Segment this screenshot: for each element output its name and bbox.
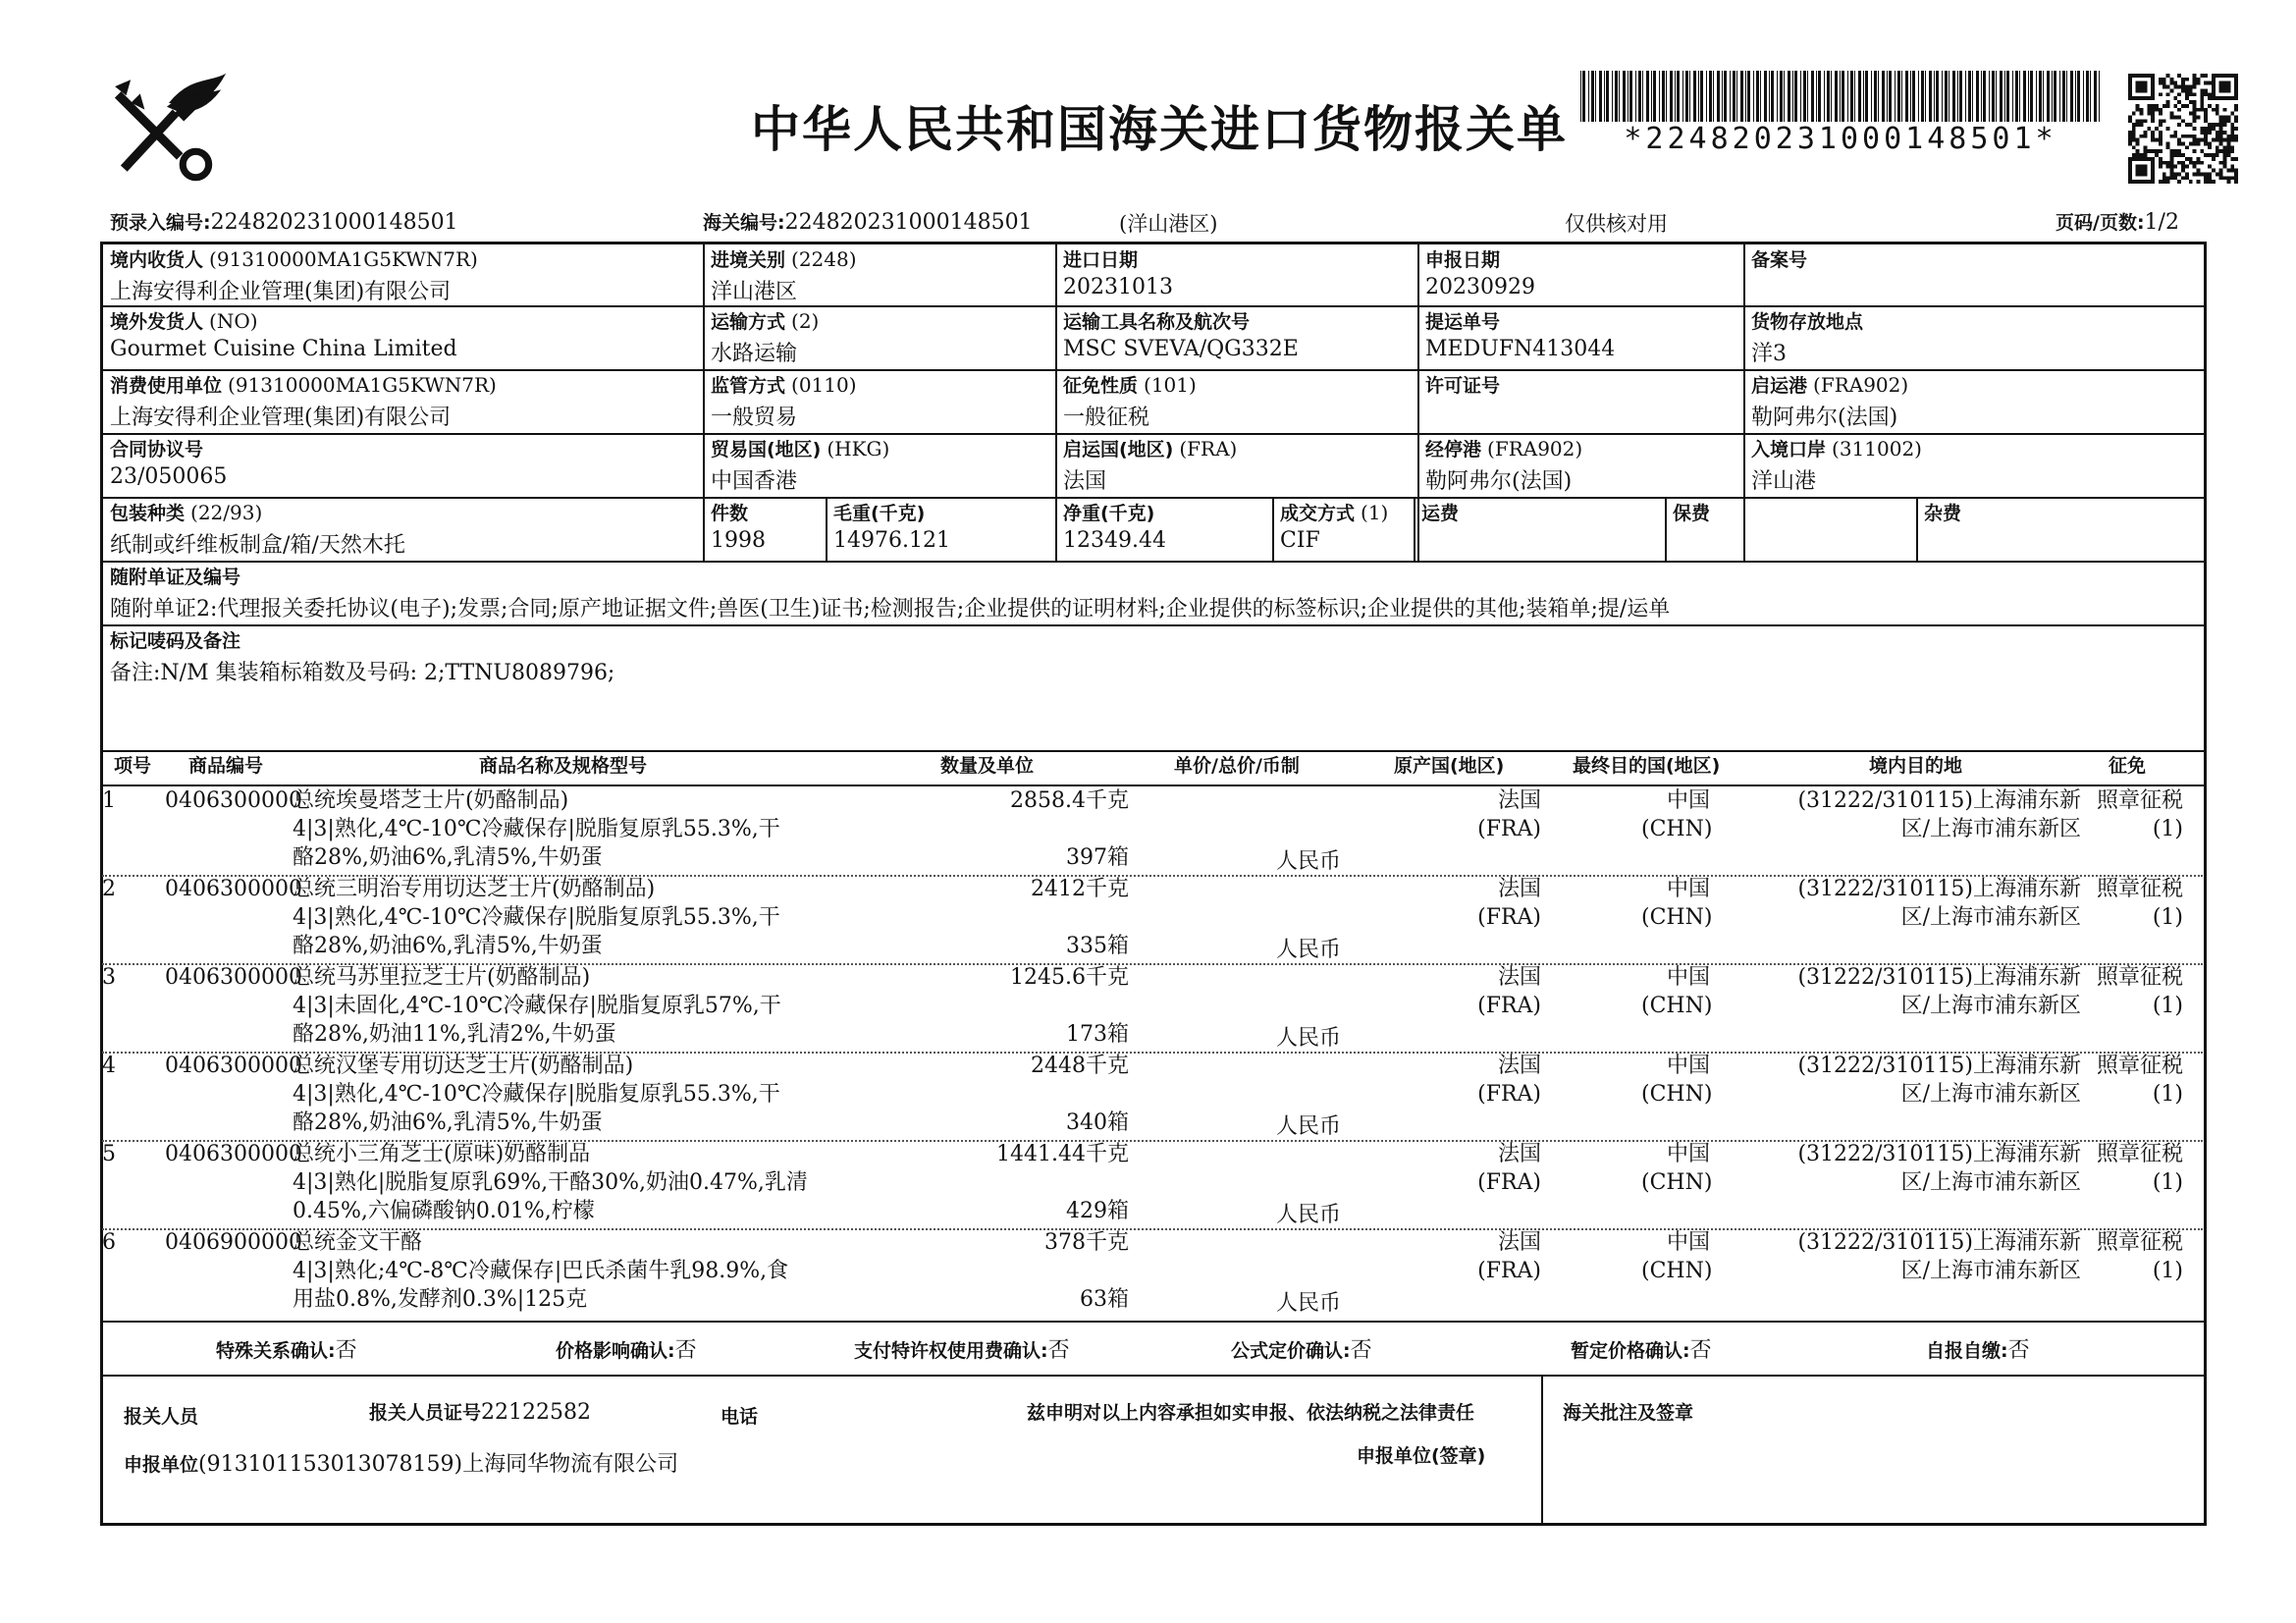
goods-spec2: 0.45%,六偏磷酸钠0.01%,柠檬: [293, 1199, 595, 1223]
net-weight-label: 净重(千克): [1063, 503, 1155, 524]
consumer-value: 上海安得利企业管理(集团)有限公司: [110, 406, 452, 430]
goods-dest-code: (CHN): [1641, 817, 1713, 841]
grid-line: [1665, 497, 1667, 561]
goods-spec1: 4|3|熟化|脱脂复原乳69%,干酪30%,奶油0.47%,乳清: [293, 1170, 808, 1195]
goods-tax1: 照章征税: [2096, 1230, 2183, 1255]
tax-nature-label: 征免性质 (101): [1063, 373, 1197, 397]
import-date-value: 20231013: [1063, 275, 1173, 299]
goods-qty2: 397箱: [1066, 845, 1129, 870]
customs-emblem-icon: [110, 73, 230, 192]
record-no-label: 备案号: [1751, 249, 1808, 271]
departure-country-value: 法国: [1063, 469, 1107, 494]
goods-origin-code: (FRA): [1477, 1259, 1541, 1283]
goods-origin: 法国: [1497, 965, 1541, 990]
goods-place2: 区/上海市浦东新区: [1900, 1082, 2081, 1107]
goods-dest-code: (CHN): [1641, 1082, 1713, 1107]
goods-qty2: 335箱: [1066, 934, 1129, 958]
goods-spec2: 酪28%,奶油11%,乳清2%,牛奶蛋: [293, 1022, 616, 1047]
goods-name: 总统金文干酪: [293, 1230, 423, 1255]
phone-label: 电话: [721, 1406, 759, 1428]
goods-tax2: (1): [2152, 1170, 2183, 1195]
goods-tax2: (1): [2152, 994, 2183, 1018]
tax-nature-value: 一般征税: [1063, 406, 1150, 430]
goods-place2: 区/上海市浦东新区: [1900, 1259, 2081, 1283]
goods-origin: 法国: [1497, 1230, 1541, 1255]
goods-origin-code: (FRA): [1477, 1082, 1541, 1107]
via-port-label: 经停港 (FRA902): [1425, 437, 1583, 460]
goods-no: 6: [102, 1230, 116, 1255]
misc-fee-label: 杂费: [1924, 503, 1962, 524]
goods-dest: 中国: [1666, 788, 1710, 813]
marks-label: 标记唛码及备注: [110, 630, 241, 652]
goods-name: 总统汉堡专用切达芝士片(奶酪制品): [293, 1054, 634, 1078]
goods-tax1: 照章征税: [2096, 877, 2183, 901]
entry-place-value: 洋山港: [1751, 469, 1817, 494]
vessel-label: 运输工具名称及航次号: [1063, 311, 1251, 333]
customs-sign-label: 海关批注及签章: [1563, 1402, 1694, 1424]
goods-name: 总统马苏里拉芝士片(奶酪制品): [293, 965, 591, 990]
goods-tax1: 照章征税: [2096, 788, 2183, 813]
goods-dest-code: (CHN): [1641, 905, 1713, 930]
vessel-value: MSC SVEVA/QG332E: [1063, 337, 1299, 361]
goods-header-cell: 商品编号: [188, 755, 264, 777]
grid-line: [1055, 497, 1057, 561]
pre-entry-number: 预录入编号:224820231000148501: [110, 210, 458, 235]
supervision-value: 一般贸易: [711, 406, 798, 430]
goods-origin: 法国: [1497, 788, 1541, 813]
goods-dest: 中国: [1666, 877, 1710, 901]
bill-of-lading-label: 提运单号: [1425, 311, 1501, 333]
goods-currency: 人民币: [1276, 849, 1342, 874]
goods-qty2: 429箱: [1066, 1199, 1129, 1223]
goods-tax2: (1): [2152, 1259, 2183, 1283]
goods-spec2: 用盐0.8%,发酵剂0.3%|125克: [293, 1287, 588, 1312]
declare-date-label: 申报日期: [1425, 249, 1501, 271]
goods-place1: (31222/310115)上海浦东新: [1797, 788, 2081, 813]
grid-line: [1541, 1375, 1543, 1524]
bill-of-lading-value: MEDUFN413044: [1425, 337, 1616, 361]
barcode-text: *224820231000148501*: [1624, 122, 2057, 156]
barcode-icon: [1580, 71, 2101, 122]
goods-origin: 法国: [1497, 1142, 1541, 1166]
goods-place1: (31222/310115)上海浦东新: [1797, 1142, 2081, 1166]
goods-qty2: 340箱: [1066, 1110, 1129, 1135]
declaring-unit: 申报单位(913101153013078159)上海同华物流有限公司: [124, 1452, 679, 1477]
goods-header-cell: 征免: [2109, 755, 2147, 777]
confirmation-item: 支付特许权使用费确认:否: [854, 1338, 1070, 1363]
entry-place-label: 入境口岸 (311002): [1751, 437, 1922, 460]
contract-label: 合同协议号: [110, 439, 204, 460]
supervision-label: 监管方式 (0110): [711, 373, 857, 397]
goods-name: 总统三明治专用切达芝士片(奶酪制品): [293, 877, 656, 901]
goods-spec2: 酪28%,奶油6%,乳清5%,牛奶蛋: [293, 1110, 603, 1135]
goods-no: 1: [102, 788, 116, 813]
grid-line: [703, 497, 705, 561]
confirmation-item: 暂定价格确认:否: [1571, 1338, 1712, 1363]
gross-weight-label: 毛重(千克): [833, 503, 926, 524]
package-label: 包装种类 (22/93): [110, 501, 263, 524]
goods-qty: 1245.6千克: [1010, 965, 1129, 990]
entry-port-label: 进境关别 (2248): [711, 247, 857, 271]
trade-country-value: 中国香港: [711, 469, 798, 494]
storage-value: 洋3: [1751, 342, 1787, 366]
goods-origin-code: (FRA): [1477, 817, 1541, 841]
storage-label: 货物存放地点: [1751, 311, 1864, 333]
verify-note: 仅供核对用: [1565, 212, 1668, 236]
goods-code: 0406300000: [165, 788, 302, 813]
transport-value: 水路运输: [711, 342, 798, 366]
license-label: 许可证号: [1425, 375, 1501, 397]
contract-value: 23/050065: [110, 464, 228, 489]
package-value: 纸制或纤维板制盒/箱/天然木托: [110, 533, 405, 558]
grid-line: [1916, 497, 1918, 561]
goods-header-cell: 原产国(地区): [1394, 755, 1505, 777]
goods-spec1: 4|3|熟化,4℃-10℃冷藏保存|脱脂复原乳55.3%,干: [293, 817, 780, 841]
declarant-cert: 报关人员证号22122582: [369, 1400, 591, 1425]
departure-country-label: 启运国(地区) (FRA): [1063, 437, 1238, 460]
grid-line: [1414, 497, 1415, 561]
via-port-value: 勒阿弗尔(法国): [1425, 469, 1573, 494]
goods-spec1: 4|3|熟化;4℃-8℃冷藏保存|巴氏杀菌牛乳98.9%,食: [293, 1259, 789, 1283]
document-title: 中华人民共和国海关进口货物报关单: [751, 101, 1568, 158]
shipper-value: Gourmet Cuisine China Limited: [110, 337, 457, 361]
grid-line: [100, 624, 2205, 626]
goods-currency: 人民币: [1276, 1291, 1342, 1316]
grid-line: [1272, 497, 1274, 561]
consignee-value: 上海安得利企业管理(集团)有限公司: [110, 280, 452, 304]
goods-spec1: 4|3|未固化,4℃-10℃冷藏保存|脱脂复原乳57%,干: [293, 994, 781, 1018]
goods-name: 总统埃曼塔芝士片(奶酪制品): [293, 788, 569, 813]
goods-header-cell: 数量及单位: [940, 755, 1035, 777]
goods-tax1: 照章征税: [2096, 965, 2183, 990]
goods-code: 0406300000: [165, 1142, 302, 1166]
goods-code: 0406300000: [165, 965, 302, 990]
goods-qty: 2412千克: [1031, 877, 1129, 901]
net-weight-value: 12349.44: [1063, 528, 1166, 553]
pieces-label: 件数: [711, 503, 749, 524]
departure-port-label: 启运港 (FRA902): [1751, 373, 1909, 397]
goods-place1: (31222/310115)上海浦东新: [1797, 1054, 2081, 1078]
goods-qty: 2448千克: [1031, 1054, 1129, 1078]
goods-qty2: 63箱: [1080, 1287, 1129, 1312]
goods-origin-code: (FRA): [1477, 905, 1541, 930]
goods-qty: 2858.4千克: [1010, 788, 1129, 813]
goods-name: 总统小三角芝士(原味)奶酪制品: [293, 1142, 591, 1166]
grid-line: [100, 561, 2205, 563]
goods-tax2: (1): [2152, 1082, 2183, 1107]
freight-label: 运费: [1421, 503, 1460, 524]
goods-dest: 中国: [1666, 1142, 1710, 1166]
goods-code: 0406300000: [165, 1054, 302, 1078]
goods-spec2: 酪28%,奶油6%,乳清5%,牛奶蛋: [293, 934, 603, 958]
goods-header-cell: 商品名称及规格型号: [479, 755, 648, 777]
pieces-value: 1998: [711, 528, 766, 553]
goods-header-cell: 项号: [114, 755, 152, 777]
goods-header-cell: 单价/总价/币制: [1174, 755, 1300, 777]
declarant-label: 报关人员: [124, 1406, 199, 1428]
goods-currency: 人民币: [1276, 938, 1342, 962]
goods-code: 0406900000: [165, 1230, 302, 1255]
goods-dest: 中国: [1666, 965, 1710, 990]
deal-method-label: 成交方式 (1): [1280, 501, 1389, 524]
entry-port-value: 洋山港区: [711, 280, 798, 304]
goods-no: 5: [102, 1142, 116, 1166]
port-area: (洋山港区): [1119, 212, 1218, 236]
import-date-label: 进口日期: [1063, 249, 1139, 271]
attached-docs-label: 随附单证及编号: [110, 567, 241, 588]
insurance-label: 保费: [1673, 503, 1711, 524]
goods-place2: 区/上海市浦东新区: [1900, 817, 2081, 841]
goods-origin-code: (FRA): [1477, 1170, 1541, 1195]
confirmation-item: 自报自缴:否: [1926, 1338, 2030, 1363]
grid-line: [1743, 243, 1745, 561]
goods-currency: 人民币: [1276, 1026, 1342, 1051]
goods-spec1: 4|3|熟化,4℃-10℃冷藏保存|脱脂复原乳55.3%,干: [293, 905, 780, 930]
goods-origin: 法国: [1497, 1054, 1541, 1078]
grid-line: [1417, 243, 1419, 561]
goods-tax1: 照章征税: [2096, 1054, 2183, 1078]
goods-no: 3: [102, 965, 116, 990]
goods-qty2: 173箱: [1066, 1022, 1129, 1047]
goods-header-cell: 最终目的国(地区): [1573, 755, 1721, 777]
goods-dest: 中国: [1666, 1230, 1710, 1255]
goods-qty: 1441.44千克: [996, 1142, 1129, 1166]
goods-place2: 区/上海市浦东新区: [1900, 1170, 2081, 1195]
trade-country-label: 贸易国(地区) (HKG): [711, 437, 890, 460]
goods-dest-code: (CHN): [1641, 1170, 1713, 1195]
goods-place1: (31222/310115)上海浦东新: [1797, 877, 2081, 901]
grid-line: [826, 497, 828, 561]
gross-weight-value: 14976.121: [833, 528, 950, 553]
goods-dest: 中国: [1666, 1054, 1710, 1078]
goods-place1: (31222/310115)上海浦东新: [1797, 1230, 2081, 1255]
deal-method-value: CIF: [1280, 528, 1320, 553]
shipper-label: 境外发货人 (NO): [110, 309, 258, 333]
goods-code: 0406300000: [165, 877, 302, 901]
confirmation-item: 公式定价确认:否: [1231, 1338, 1372, 1363]
goods-tax1: 照章征税: [2096, 1142, 2183, 1166]
consignee-label: 境内收货人 (91310000MA1G5KWN7R): [110, 247, 478, 271]
goods-spec1: 4|3|熟化,4℃-10℃冷藏保存|脱脂复原乳55.3%,干: [293, 1082, 780, 1107]
goods-tax2: (1): [2152, 905, 2183, 930]
goods-place2: 区/上海市浦东新区: [1900, 994, 2081, 1018]
page-number: 页码/页数:1/2: [2056, 210, 2179, 235]
goods-qty: 378千克: [1044, 1230, 1129, 1255]
transport-label: 运输方式 (2): [711, 309, 820, 333]
goods-place1: (31222/310115)上海浦东新: [1797, 965, 2081, 990]
goods-header-cell: 境内目的地: [1869, 755, 1963, 777]
declare-date-value: 20230929: [1425, 275, 1535, 299]
attached-docs-value: 随附单证2:代理报关委托协议(电子);发票;合同;原产地证据文件;兽医(卫生)证书;检测报告;企业提供的证明材料;企业提供的标签标识;企业提供的其他;装箱单;提/运单: [110, 597, 1671, 622]
departure-port-value: 勒阿弗尔(法国): [1751, 406, 1898, 430]
unit-seal-label: 申报单位(签章): [1357, 1445, 1486, 1467]
goods-currency: 人民币: [1276, 1114, 1342, 1139]
marks-value: 备注:N/M 集装箱标箱数及号码: 2;TTNU8089796;: [110, 661, 615, 685]
grid-line: [100, 1375, 2205, 1377]
goods-origin: 法国: [1497, 877, 1541, 901]
customs-number: 海关编号:224820231000148501: [703, 210, 1033, 235]
goods-origin-code: (FRA): [1477, 994, 1541, 1018]
qr-code-icon: [2128, 74, 2238, 184]
consumer-label: 消费使用单位 (91310000MA1G5KWN7R): [110, 373, 497, 397]
goods-dest-code: (CHN): [1641, 1259, 1713, 1283]
goods-no: 2: [102, 877, 116, 901]
goods-no: 4: [102, 1054, 116, 1078]
legal-statement: 兹申明对以上内容承担如实申报、依法纳税之法律责任: [1027, 1402, 1475, 1424]
grid-line: [100, 1321, 2205, 1323]
confirmation-item: 特殊关系确认:否: [216, 1338, 357, 1363]
confirmation-item: 价格影响确认:否: [556, 1338, 697, 1363]
goods-spec2: 酪28%,奶油6%,乳清5%,牛奶蛋: [293, 845, 603, 870]
goods-tax2: (1): [2152, 817, 2183, 841]
goods-dest-code: (CHN): [1641, 994, 1713, 1018]
goods-place2: 区/上海市浦东新区: [1900, 905, 2081, 930]
goods-currency: 人民币: [1276, 1203, 1342, 1227]
